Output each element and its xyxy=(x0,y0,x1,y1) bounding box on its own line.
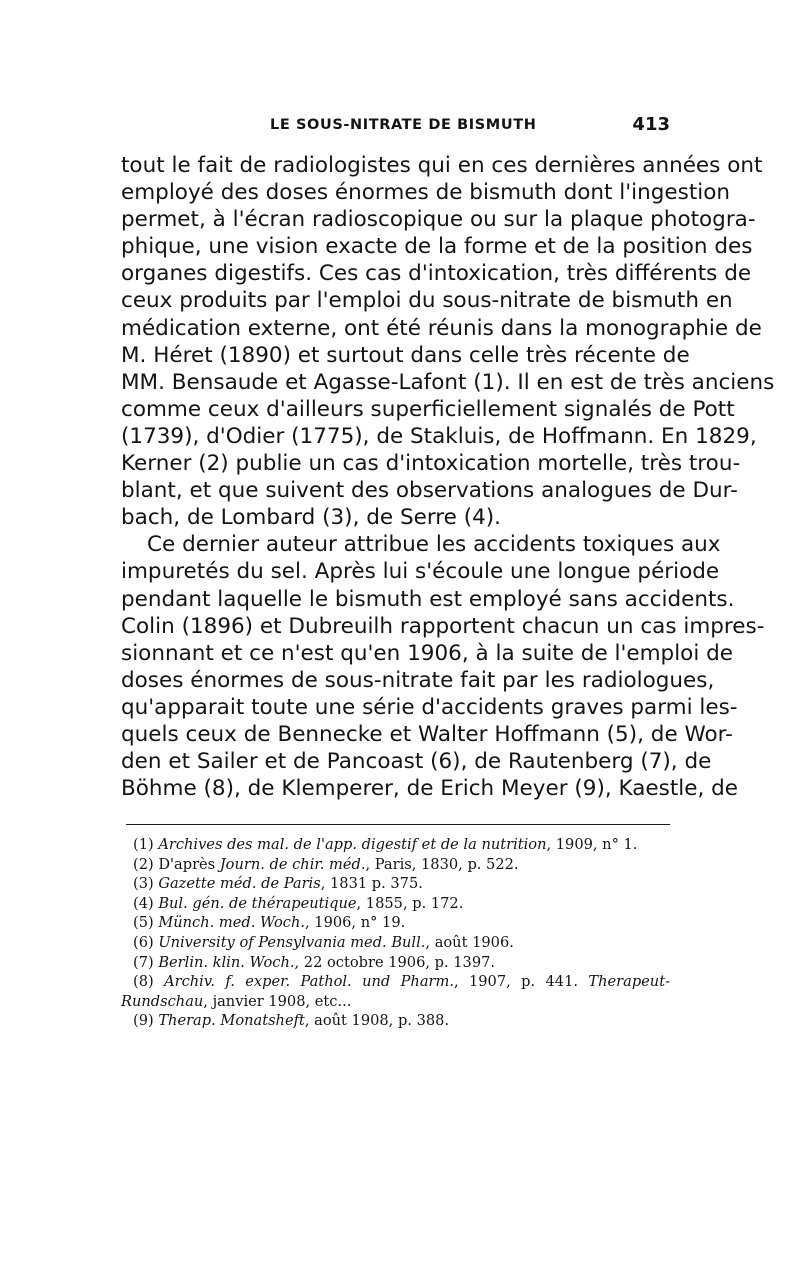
footnote-line xyxy=(121,972,670,992)
footnote-text: , Paris, 1830, p. 522. xyxy=(365,855,519,873)
body-line: sionnant et ce n'est qu'en 1906, à la suite de l'emploi de xyxy=(121,640,734,666)
body-line: pendant laquelle le bismuth est employé sans accidents. xyxy=(121,586,735,612)
footnote-title: Münch. med. Woch. xyxy=(158,914,306,932)
body-text xyxy=(121,152,775,802)
body-line: ceux produits par l'emploi du sous-nitrate de bismuth en xyxy=(121,288,733,314)
footnote-text: , août 1908, p. 388. xyxy=(304,1012,450,1030)
body-line: Colin (1896) et Dubreuilh rapportent chacun un cas impres- xyxy=(121,613,765,639)
footnotes xyxy=(121,835,670,1031)
body-line: organes digestifs. Ces cas d'intoxication, très différents de xyxy=(121,261,752,287)
footnote-title: Journ. de chir. méd. xyxy=(219,855,366,873)
footnote-mark: (2) xyxy=(133,855,159,873)
body-line: (1739), d'Odier (1775), de Stakluis, de Hoffmann. En 1829, xyxy=(121,423,757,449)
footnote-text: , 1907, p. 441. xyxy=(453,973,589,991)
footnote-line xyxy=(121,992,670,1012)
footnote-line xyxy=(121,933,670,953)
body-line: doses énormes de sous-nitrate fait par les radiologues, xyxy=(121,667,715,693)
footnote-title: Rundschau xyxy=(121,992,204,1010)
footnote-text: , janvier 1908, etc... xyxy=(203,992,352,1010)
body-line: bach, de Lombard (3), de Serre (4). xyxy=(121,505,501,531)
body-line: Ce dernier auteur attribue les accidents toxiques aux xyxy=(147,532,721,558)
body-line: Kerner (2) publie un cas d'intoxication mortelle, très trou- xyxy=(121,451,741,477)
body-line: den et Sailer et de Pancoast (6), de Rautenberg (7), de xyxy=(121,749,712,775)
footnote-line xyxy=(121,894,670,914)
body-line: tout le fait de radiologistes qui en ces dernières années ont xyxy=(121,153,763,178)
footnote-mark: (8) xyxy=(133,973,165,991)
running-title: LE SOUS-NITRATE DE BISMUTH xyxy=(270,117,537,133)
footnote-mark: (1) xyxy=(133,836,159,853)
footnote-title: Archives des mal. de l'app. digestif et de la nutrition xyxy=(158,836,547,853)
footnote-mark: (4) xyxy=(133,894,159,912)
footnote-title: Therap. Monatsheft xyxy=(158,1012,305,1030)
footnote-rule xyxy=(126,824,670,825)
footnote-text: , 22 octobre 1906, p. 1397. xyxy=(294,953,496,971)
footnote-text: , 1909, n° 1. xyxy=(546,836,638,853)
footnote-title: Archiv. f. exper. Pathol. und Pharm. xyxy=(164,973,454,991)
footnote-line xyxy=(121,913,670,933)
footnote-line xyxy=(121,855,670,875)
footnote-title: Bul. gén. de thérapeutique xyxy=(158,894,357,912)
footnote-mark: (7) xyxy=(133,953,159,971)
footnote-text: D'après xyxy=(158,855,220,873)
footnote-text: , août 1906. xyxy=(425,933,514,951)
body-line: Böhme (8), de Klemperer, de Erich Meyer (9), Kaestle, de xyxy=(121,776,739,802)
page-number: 413 xyxy=(632,114,670,135)
body-line: M. Héret (1890) et surtout dans celle très récente de xyxy=(121,342,690,368)
footnote-text: , 1831 p. 375. xyxy=(320,875,423,893)
footnote-line xyxy=(121,953,670,973)
body-line: blant, et que suivent des observations analogues de Dur- xyxy=(121,478,738,504)
body-line: médication externe, ont été réunis dans la monographie de xyxy=(121,315,762,341)
footnote-line xyxy=(121,835,670,855)
footnote-line xyxy=(121,1011,670,1031)
footnote-title: Berlin. klin. Woch. xyxy=(158,953,295,971)
footnote-mark: (3) xyxy=(133,875,159,893)
footnote-title: University of Pensylvania med. Bull. xyxy=(158,933,426,951)
running-head xyxy=(120,115,670,139)
footnote-mark: (9) xyxy=(133,1012,159,1030)
body-line: employé des doses énormes de bismuth dont l'ingestion xyxy=(121,180,731,206)
footnote-title: Therapeut- xyxy=(588,973,670,991)
footnote-mark: (5) xyxy=(133,914,159,932)
body-line: impuretés du sel. Après lui s'écoule une longue période xyxy=(121,559,720,585)
body-line: quels ceux de Bennecke et Walter Hoffmann (5), de Wor- xyxy=(121,721,733,747)
footnote-line xyxy=(121,874,670,894)
body-line: phique, une vision exacte de la forme et de la position des xyxy=(121,234,753,260)
footnote-title: Gazette méd. de Paris xyxy=(158,875,321,893)
body-line: MM. Bensaude et Agasse-Lafont (1). Il en est de très anciens xyxy=(121,369,775,395)
footnote-text: , 1906, n° 19. xyxy=(305,914,406,932)
body-line: comme ceux d'ailleurs superficiellement signalés de Pott xyxy=(121,396,735,422)
footnote-mark: (6) xyxy=(133,933,159,951)
body-line: permet, à l'écran radioscopique ou sur la plaque photogra- xyxy=(121,207,756,233)
footnote-text: , 1855, p. 172. xyxy=(356,894,464,912)
body-line: qu'apparait toute une série d'accidents graves parmi les- xyxy=(121,694,738,720)
